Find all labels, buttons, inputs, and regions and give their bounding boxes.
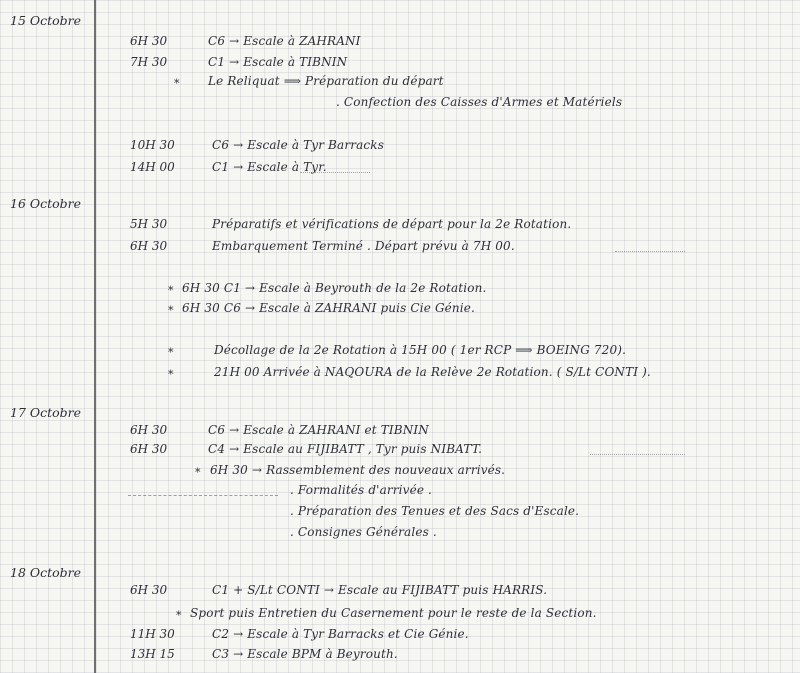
entry-time: 6H 30: [130, 442, 168, 456]
entry-text: C1 → Escale à TIBNIN: [208, 55, 348, 69]
entry-time: 6H 30: [130, 423, 168, 437]
entry-time: 6H 30: [130, 34, 168, 48]
bullet-mark: *: [176, 609, 182, 622]
entry-text: C2 → Escale à Tyr Barracks et Cie Génie.: [212, 627, 469, 641]
dotted-rule: [300, 172, 370, 173]
entry-text: Préparatifs et vérifications de départ pour la 2e Rotation.: [212, 217, 572, 231]
entry-text: C6 → Escale à ZAHRANI: [208, 34, 361, 48]
date-18-octobre: 18 Octobre: [10, 565, 82, 580]
bullet-mark: *: [195, 466, 201, 479]
entry-time: 7H 30: [130, 55, 168, 69]
entry-text: . Consignes Générales .: [290, 525, 437, 539]
entry-time: 14H 00: [130, 160, 175, 174]
entry-text: . Formalités d'arrivée .: [290, 483, 433, 497]
entry-text: 6H 30 C1 → Escale à Beyrouth de la 2e Rotation.: [182, 281, 487, 295]
entry-time: 11H 30: [130, 627, 175, 641]
entry-text: C6 → Escale à Tyr Barracks: [212, 138, 384, 152]
entry-text: C6 → Escale à ZAHRANI et TIBNIN: [208, 423, 429, 437]
entry-text: . Préparation des Tenues et des Sacs d'Escale.: [290, 504, 580, 518]
entry-text: Embarquement Terminé . Départ prévu à 7H 00.: [212, 239, 515, 253]
entry-text: C1 + S/Lt CONTI → Escale au FIJIBATT puis HARRIS.: [212, 583, 548, 597]
dotted-rule: [615, 251, 685, 252]
entry-time: 5H 30: [130, 217, 168, 231]
entry-text: C1 → Escale à Tyr.: [212, 160, 327, 174]
entry-text: C3 → Escale BPM à Beyrouth.: [212, 647, 398, 661]
entry-text: C4 → Escale au FIJIBATT , Tyr puis NIBATT.: [208, 442, 483, 456]
entry-time: 6H 30: [130, 583, 168, 597]
entry-text: 6H 30 → Rassemblement des nouveaux arrivés.: [210, 463, 506, 477]
entry-time: 6H 30: [130, 239, 168, 253]
entry-text: . Confection des Caisses d'Armes et Matériels: [336, 95, 623, 109]
entry-text: 21H 00 Arrivée à NAQOURA de la Relève 2e Rotation. ( S/Lt CONTI ).: [214, 365, 651, 379]
bullet-mark: *: [168, 346, 174, 359]
bullet-mark: *: [168, 368, 174, 381]
dashed-rule: [128, 495, 278, 496]
entry-text: 6H 30 C6 → Escale à ZAHRANI puis Cie Génie.: [182, 301, 476, 315]
entry-text: Sport puis Entretien du Casernement pour le reste de la Section.: [190, 606, 597, 620]
margin-line: [94, 0, 96, 673]
bullet-mark: *: [174, 77, 180, 90]
entry-text: Décollage de la 2e Rotation à 15H 00 ( 1er RCP ⟹ BOEING 720).: [214, 343, 627, 357]
entry-time: 10H 30: [130, 138, 175, 152]
dotted-rule: [590, 454, 685, 455]
entry-text: Le Reliquat ⟹ Préparation du départ: [208, 74, 444, 88]
bullet-mark: *: [168, 304, 174, 317]
bullet-mark: *: [168, 284, 174, 297]
date-15-octobre: 15 Octobre: [10, 13, 82, 28]
date-17-octobre: 17 Octobre: [10, 405, 82, 420]
entry-time: 13H 15: [130, 647, 175, 661]
date-16-octobre: 16 Octobre: [10, 196, 82, 211]
